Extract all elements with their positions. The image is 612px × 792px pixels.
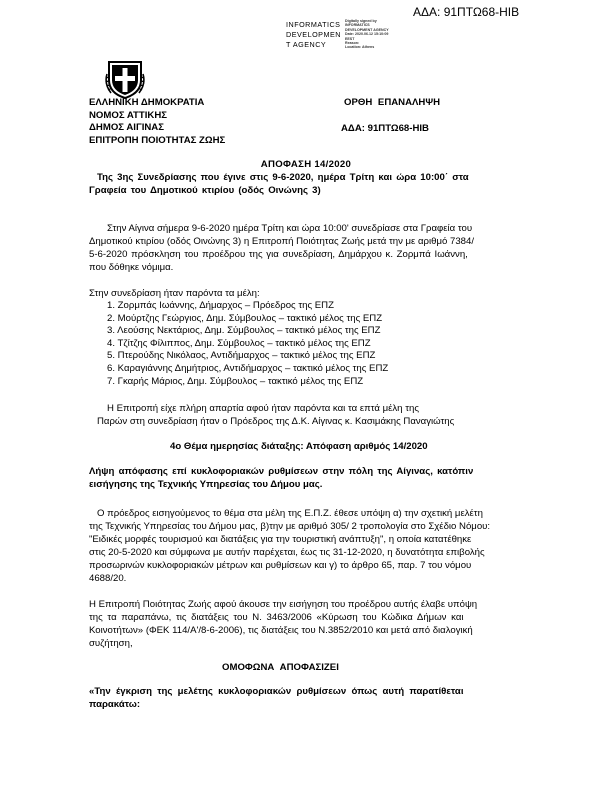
body-line: 4688/20.	[89, 573, 127, 584]
signature-line: EEST	[345, 36, 355, 41]
member-list	[107, 300, 388, 388]
body-line: Κοινοτήτων» (ΦΕΚ 114/Α'/8-6-2006), τις διατάξεις του Ν.3852/2010 και μετά από διαλογική	[89, 625, 473, 636]
approval-line: «Την έγκριση της μελέτης κυκλοφοριακών ρυθμίσεων όπως αυτή παρατίθεται	[89, 686, 464, 697]
body-line: της Τεχνικής Υπηρεσίας του Δήμου μας, β)την με αριθμό 305/ 2 τροπολογία στο Σχέδιο Νόμου:	[89, 521, 491, 532]
intro-line: 5-6-2020 πρόσκληση του προέδρου της για συνεδρίαση, Δημάρχου κ. Ζορμπά Ιωάννη,	[89, 249, 468, 260]
repeat-notice: ΟΡΘΗ ΕΠΑΝΑΛΗΨΗ	[344, 97, 441, 108]
coat-of-arms-emblem	[105, 60, 145, 100]
subject-line: Λήψη απόφασης επί κυκλοφοριακών ρυθμίσεων στην πόλη της Αίγινας, κατόπιν	[89, 466, 474, 477]
intro-line: που δόθηκε νόμιμα.	[89, 262, 174, 273]
intro-line: Στην Αίγινα σήμερα 9-6-2020 ημέρα Τρίτη και ώρα 10:00' συνεδρίασε στα Γραφεία του	[107, 223, 473, 234]
member-item: 7. Γκαρής Μάριος, Δημ. Σύμβουλος – τακτικό μέλος της ΕΠΖ	[107, 375, 364, 387]
signature-line: INFORMATICS	[345, 23, 370, 28]
member-item: 5. Πτερούδης Νικόλαος, Αντιδήμαρχος – τακτικό μέλος της ΕΠΖ	[107, 350, 376, 362]
decision-subtitle-line: Γραφεία του Δημοτικού κτιρίου (οδός Οινώνης 3)	[89, 185, 321, 196]
issuer-line: ΕΠΙΤΡΟΠΗ ΠΟΙΟΤΗΤΑΣ ΖΩΗΣ	[89, 134, 226, 146]
body-line: προσωρινών κυκλοφοριακών μέτρων και ρυθμίσεων και γ) το άρθρο 65, παρ. 7 του νόμου	[89, 560, 472, 571]
agency-stamp-label	[286, 20, 341, 50]
signature-line: Date: 2020.06.12 15:10:09	[345, 32, 389, 37]
agency-line: DEVELOPMEN	[286, 30, 341, 39]
member-item: 4. Τζίτζης Φίλιππος, Δημ. Σύμβουλος – τακτικό μέλος της ΕΠΖ	[107, 337, 371, 349]
ada-stamp-top: ΑΔΑ: 91ΠΤΩ68-ΗΙΒ	[413, 5, 520, 19]
attendance-heading: Στην συνεδρίαση ήταν παρόντα τα μέλη:	[89, 288, 260, 299]
agency-line: T AGENCY	[286, 40, 327, 49]
intro-line: Δημοτικού κτιρίου (οδός Οινώνης 3) η Επιτροπή Ποιότητας Ζωής μετά την με αριθμό 7384/	[89, 236, 475, 247]
signature-line: DEVELOPMENT AGENCY	[345, 27, 389, 32]
unanimous-decision-heading: ΟΜΟΦΩΝΑ ΑΠΟΦΑΣΙΖΕΙ	[222, 662, 339, 673]
body-line: "Ειδικές μορφές τουρισμού και διατάξεις για την τουριστική ανάπτυξη", η οποία κατατέθηκε	[89, 534, 472, 545]
agency-line: INFORMATICS	[286, 20, 341, 29]
member-item: 2. Μούρτζης Γεώργιος, Δημ. Σύμβουλος – τακτικό μέλος της ΕΠΖ	[107, 312, 383, 324]
approval-line: παρακάτω:	[89, 699, 141, 710]
member-item: 3. Λεούσης Νεκτάριος, Δημ. Σύμβουλος – τακτικό μέλος της ΕΠΖ	[107, 325, 381, 337]
issuer-header	[89, 97, 225, 147]
issuer-line: ΝΟΜΟΣ ΑΤΤΙΚΗΣ	[89, 109, 168, 121]
member-item: 6. Καραγιάννης Δημήτριος, Αντιδήμαρχος – τακτικό μέλος της ΕΠΖ	[107, 362, 389, 374]
quorum-line: Παρών στη συνεδρίαση ήταν ο Πρόεδρος της Δ.Κ. Αίγινας κ. Κασιμάκης Παναγιώτης	[97, 416, 455, 427]
decision-title: ΑΠΟΦΑΣΗ 14/2020	[260, 159, 352, 170]
issuer-line: ΔΗΜΟΣ ΑΙΓΙΝΑΣ	[89, 122, 164, 134]
agenda-item-heading: 4ο Θέμα ημερησίας διάταξης: Απόφαση αριθμός 14/2020	[170, 441, 428, 452]
member-item: 1. Ζορμπάς Ιωάννης, Δήμαρχος – Πρόεδρος της ΕΠΖ	[107, 300, 334, 311]
quorum-line: Η Επιτροπή είχε πλήρη απαρτία αφού ήταν παρόντα και τα επτά μέλη της	[107, 403, 419, 414]
body-line: της τα παραπάνω, τις διατάξεις του Ν. 3463/2006 «Κύρωση του Κώδικα Δήμων και	[89, 612, 464, 623]
ada-header: ΑΔΑ: 91ΠΤΩ68-ΗΙΒ	[341, 123, 429, 134]
body-line: συζήτηση,	[89, 638, 133, 649]
subject-line: εισήγησης της Τεχνικής Υπηρεσίας του Δήμου μας.	[89, 479, 323, 490]
issuer-line: ΕΛΛΗΝΙΚΗ ΔΗΜΟΚΡΑΤΙΑ	[89, 97, 205, 108]
signature-line: Reason:	[345, 41, 360, 46]
body-line: Ο πρόεδρος εισηγούμενος το θέμα στα μέλη της Ε.Π.Ζ. έθεσε υπόψη α) την σχετική μελέτη	[97, 508, 483, 519]
signature-line: Location: Athens	[345, 45, 375, 50]
signature-line: Digitally signed by	[345, 19, 377, 23]
decision-subtitle-line: Της 3ης Συνεδρίασης που έγινε στις 9-6-2020, ημέρα Τρίτη και ώρα 10:00΄ στα	[97, 172, 469, 183]
digital-signature-details	[345, 19, 389, 50]
body-line: Η Επιτροπή Ποιότητας Ζωής αφού άκουσε την εισήγηση του προέδρου αυτής έλαβε υπόψη	[89, 599, 478, 610]
body-line: στις 20-5-2020 και σύμφωνα με αυτήν παρέχεται, έως τις 31-12-2020, η δυνατότητα επιβολής	[89, 547, 485, 558]
